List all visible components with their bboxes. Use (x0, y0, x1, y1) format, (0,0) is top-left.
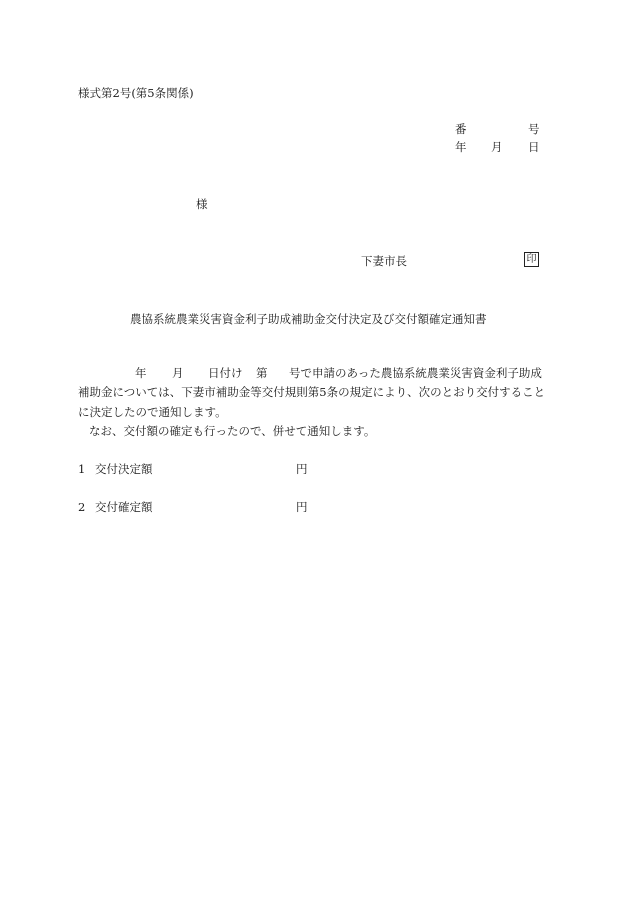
form-number: 様式第2号(第5条関係) (78, 86, 194, 100)
body-line-4: なお、交付額の確定も行ったので、併せて通知します。 (89, 424, 376, 438)
date-day-label: 日 (528, 140, 540, 154)
body-month-label: 月 (172, 366, 184, 380)
item-2-unit: 円 (296, 500, 308, 514)
seal-label: 印 (526, 254, 537, 265)
date-year-label: 年 (455, 140, 467, 154)
body-year-label: 年 (135, 366, 147, 380)
item-2-label: 交付確定額 (95, 500, 153, 514)
item-1-label: 交付決定額 (95, 462, 153, 476)
date-month-label: 月 (491, 140, 503, 154)
number-go-label: 号 (528, 122, 540, 136)
item-2-number: 2 (78, 500, 86, 514)
body-line-2: 補助金については、下妻市補助金等交付規則第5条の規定により、次のとおり交付すること (78, 385, 546, 399)
addressee-suffix: 様 (196, 197, 208, 211)
issuer-name: 下妻市長 (361, 254, 407, 268)
document-title: 農協系統農業災害資金利子助成補助金交付決定及び交付額確定通知書 (130, 312, 487, 326)
item-1-unit: 円 (296, 462, 308, 476)
number-ban-label: 番 (455, 122, 467, 136)
item-1-number: 1 (78, 462, 86, 476)
body-line-1: 号で申請のあった農協系統農業災害資金利子助成 (289, 366, 542, 380)
body-dai-label: 第 (256, 366, 268, 380)
seal-stamp (524, 252, 539, 267)
body-date-label: 日付け (208, 366, 243, 380)
body-line-3: に決定したので通知します。 (78, 405, 227, 419)
